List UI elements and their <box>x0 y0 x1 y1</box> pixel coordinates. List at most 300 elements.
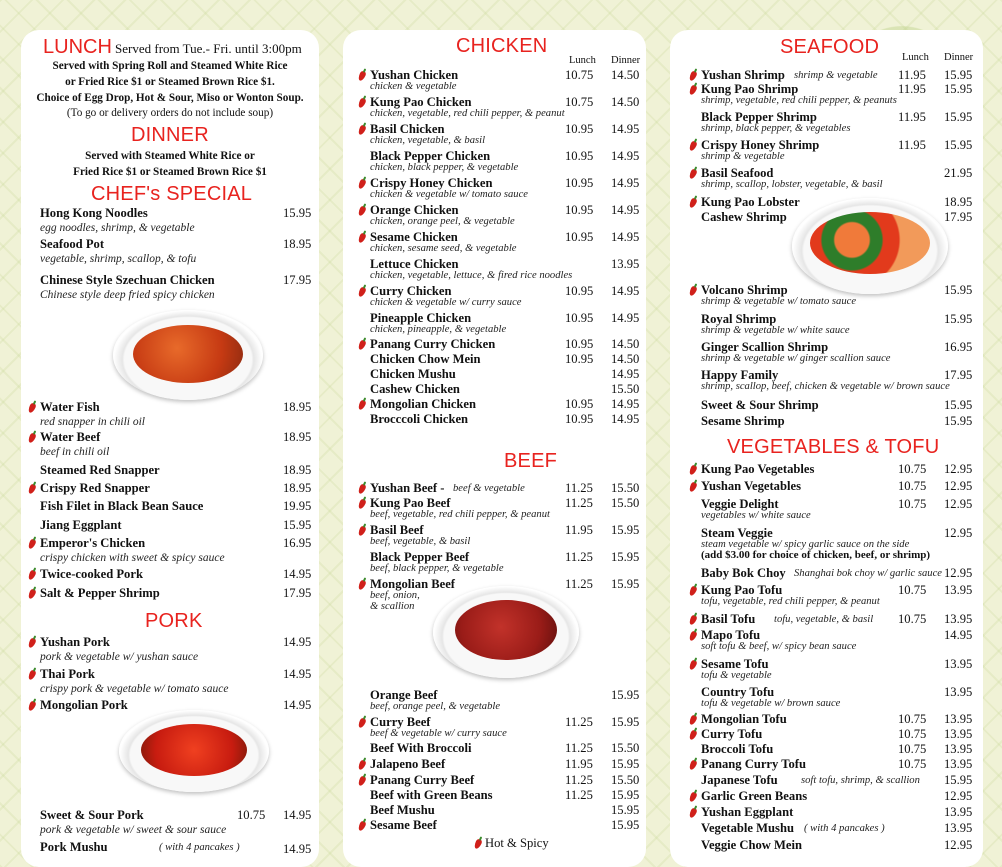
hot-spicy-icon <box>27 637 37 649</box>
dinner-price: 18.95 <box>944 195 973 209</box>
dinner-price: 12.95 <box>944 789 973 803</box>
menu-item-name: Pork Mushu <box>40 840 108 854</box>
menu-item-name: Kung Pao Chicken <box>370 95 472 109</box>
menu-item-name: Curry Tofu <box>701 727 763 741</box>
dinner-price: 14.50 <box>611 337 640 351</box>
menu-item-desc: & scallion <box>370 601 415 612</box>
menu-item-name: Kung Pao Lobster <box>701 195 800 209</box>
lunch-price: 11.25 <box>565 577 593 591</box>
menu-item-name: Crispy Honey Chicken <box>370 176 493 190</box>
dinner-price: 13.95 <box>944 685 973 699</box>
lunch-price: 10.75 <box>898 612 927 626</box>
dinner-price: 14.95 <box>283 567 312 581</box>
dinner-price: 14.95 <box>611 367 640 381</box>
menu-item-name: Water Beef <box>40 430 101 444</box>
menu-item-name: Yushan Pork <box>40 635 110 649</box>
hot-spicy-icon <box>357 124 367 136</box>
dinner-title: DINNER <box>131 124 209 146</box>
dinner-price: 14.95 <box>611 284 640 298</box>
dinner-price: 15.50 <box>611 741 640 755</box>
menu-item-name: Crispy Red Snapper <box>40 481 150 495</box>
beef-title: BEEF <box>504 450 558 472</box>
dinner-price: 14.95 <box>944 628 973 642</box>
lunch-price: 10.75 <box>898 462 927 476</box>
lunch-line: or Fried Rice $1 or Steamed Brown Rice $1. <box>65 76 275 88</box>
lunch-price: 11.95 <box>565 523 593 537</box>
lunch-price: 10.95 <box>565 230 594 244</box>
dinner-price: 14.95 <box>611 311 640 325</box>
dinner-price: 15.95 <box>944 283 973 297</box>
menu-item-desc: shrimp, scallop, beef, chicken & vegetable w/ brown sauce <box>701 381 950 392</box>
hot-spicy-icon <box>688 481 698 493</box>
menu-item-name: Kung Pao Shrimp <box>701 82 799 96</box>
dinner-price: 13.95 <box>944 612 973 626</box>
dinner-price: 14.95 <box>283 808 312 822</box>
dinner-price: 13.95 <box>611 257 640 271</box>
lunch-price: 10.95 <box>565 337 594 351</box>
dinner-price: 14.95 <box>611 176 640 190</box>
menu-item-name: Panang Curry Tofu <box>701 757 806 771</box>
lunch-heading <box>43 36 302 59</box>
lunch-price: 10.75 <box>898 757 927 771</box>
menu-item-desc: vegetables w/ white sauce <box>701 510 811 521</box>
hot-spicy-icon <box>688 285 698 297</box>
menu-item-desc: beef & vegetable w/ curry sauce <box>370 728 507 739</box>
dinner-price: 15.95 <box>611 550 640 564</box>
menu-item-name: Panang Curry Beef <box>370 773 475 787</box>
dinner-price: 15.95 <box>611 688 640 702</box>
menu-item-name: Kung Pao Beef <box>370 496 451 510</box>
menu-item-name: Thai Pork <box>40 667 95 681</box>
dinner-price: 14.95 <box>611 397 640 411</box>
menu-item-name: Cashew Chicken <box>370 382 460 396</box>
menu-item-desc: red snapper in chili oil <box>40 416 145 428</box>
dinner-price: 16.95 <box>944 340 973 354</box>
seafood-title: SEAFOOD <box>780 36 880 58</box>
chef-special-title: CHEF's SPECIAL <box>91 183 253 205</box>
lunch-price: 11.25 <box>565 715 593 729</box>
menu-item-name: Chicken Chow Mein <box>370 352 481 366</box>
menu-item-desc: chicken, black pepper, & vegetable <box>370 162 519 173</box>
menu-item-desc: shrimp & vegetable w/ white sauce <box>701 325 850 336</box>
lunch-price: 11.25 <box>565 550 593 564</box>
menu-item-name: Pineapple Chicken <box>370 311 472 325</box>
menu-item-desc: soft tofu & beef, w/ spicy bean sauce <box>701 641 857 652</box>
dinner-price: 14.95 <box>283 842 312 856</box>
dinner-price: 12.95 <box>944 479 973 493</box>
lunch-price: 11.25 <box>565 481 593 495</box>
dinner-price: 15.95 <box>611 757 640 771</box>
menu-item-desc: chicken, vegetable, red chili pepper, & peanut <box>370 108 565 119</box>
dinner-price: 14.95 <box>611 230 640 244</box>
menu-item-name: Broccoli Tofu <box>701 742 774 756</box>
dinner-price: 13.95 <box>944 805 973 819</box>
dinner-price: 15.95 <box>944 773 973 787</box>
menu-item-desc: beef in chili oil <box>40 446 110 458</box>
menu-item-desc: beef, orange peel, & vegetable <box>370 701 501 712</box>
dinner-price: 12.95 <box>944 566 973 580</box>
dinner-price: 12.95 <box>944 462 973 476</box>
dinner-price: 15.95 <box>944 414 973 428</box>
dinner-price: 14.95 <box>611 412 640 426</box>
menu-item-name: Emperor's Chicken <box>40 536 146 550</box>
menu-item-name: Mongolian Chicken <box>370 397 477 411</box>
hot-spicy-icon <box>357 205 367 217</box>
hot-spicy-icon <box>27 483 37 495</box>
dinner-price: 18.95 <box>283 237 312 251</box>
lunch-price: 10.75 <box>565 68 594 82</box>
dinner-line: Served with Steamed White Rice or <box>85 150 255 162</box>
dinner-price: 18.95 <box>283 400 312 414</box>
menu-item-desc: chicken, vegetable, & basil <box>370 135 486 146</box>
hot-spicy-icon <box>357 759 367 771</box>
lunch-price: 10.95 <box>565 284 594 298</box>
menu-item-desc: vegetable, shrimp, scallop, & tofu <box>40 253 197 265</box>
menu-item-name: Black Pepper Beef <box>370 550 470 564</box>
lunch-line: (To go or delivery orders do not include soup) <box>66 107 274 119</box>
menu-item-name: Black Pepper Chicken <box>370 149 491 163</box>
menu-item-name: Kung Pao Vegetables <box>701 462 815 476</box>
lunch-price: 11.25 <box>565 773 593 787</box>
menu-item-desc: crispy pork & vegetable w/ tomato sauce <box>40 683 229 695</box>
dinner-price: 13.95 <box>944 712 973 726</box>
menu-item-desc: Chinese style deep fried spicy chicken <box>40 289 215 301</box>
lunch-line: Choice of Egg Drop, Hot & Sour, Miso or Wonton Soup. <box>36 92 304 104</box>
menu-item-name: Volcano Shrimp <box>701 283 788 297</box>
dish-photo <box>113 310 263 400</box>
menu-item-name: Chinese Style Szechuan Chicken <box>40 273 215 287</box>
menu-item-desc: chicken & vegetable w/ curry sauce <box>370 297 522 308</box>
dinner-line: Fried Rice $1 or Steamed Brown Rice $1 <box>73 166 267 178</box>
menu-item-desc: pork & vegetable w/ yushan sauce <box>40 651 199 663</box>
menu-item-name: Sesame Shrimp <box>701 414 785 428</box>
menu-item-desc: shrimp & vegetable <box>701 151 785 162</box>
hot-spicy-icon <box>688 807 698 819</box>
lunch-price: 11.95 <box>565 757 593 771</box>
lunch-price: 10.95 <box>565 311 594 325</box>
menu-item-desc: soft tofu, shrimp, & scallion <box>801 775 920 786</box>
menu-item-name: Ginger Scallion Shrimp <box>701 340 829 354</box>
menu-item-name: Yushan Vegetables <box>701 479 801 493</box>
dinner-price: 14.95 <box>283 635 312 649</box>
menu-item-name: Seafood Pot <box>40 237 105 251</box>
menu-item-name: Brocccoli Chicken <box>370 412 469 426</box>
menu-item-name: Sesame Beef <box>370 818 437 832</box>
dish-photo <box>119 710 269 792</box>
panel-middle <box>343 30 646 867</box>
menu-item-desc: pork & vegetable w/ sweet & sour sauce <box>40 824 227 836</box>
menu-item-desc: shrimp, vegetable, red chili pepper, & peanuts <box>701 95 897 106</box>
lunch-price: 11.25 <box>565 741 593 755</box>
menu-item-name: Jiang Eggplant <box>40 518 122 532</box>
menu-item-desc: chicken, vegetable, lettuce, & fired rice noodles <box>370 270 573 281</box>
dinner-price: 15.95 <box>283 206 312 220</box>
dinner-price: 19.95 <box>283 499 312 513</box>
hot-spicy-icon <box>27 669 37 681</box>
hot-spicy-icon <box>357 399 367 411</box>
menu-item-name: Sweet & Sour Shrimp <box>701 398 819 412</box>
menu-item-name: Basil Tofu <box>701 612 756 626</box>
dinner-price: 18.95 <box>283 463 312 477</box>
menu-item-name: Steamed Red Snapper <box>40 463 160 477</box>
hot-spicy-icon <box>473 838 483 850</box>
lunch-price: 10.75 <box>898 583 927 597</box>
menu-item-name: Orange Beef <box>370 688 438 702</box>
hot-spicy-icon <box>357 717 367 729</box>
hot-spicy-icon <box>357 525 367 537</box>
dinner-price: 15.50 <box>611 496 640 510</box>
lunch-price: 11.95 <box>898 68 926 82</box>
lunch-price: 10.75 <box>565 95 594 109</box>
menu-item-desc: tofu, vegetable, red chili pepper, & peanut <box>701 596 880 607</box>
hot-spicy-icon <box>357 339 367 351</box>
dinner-price: 15.95 <box>944 68 973 82</box>
col-dinner: Dinner <box>944 52 974 63</box>
menu-item-name: Mongolian Pork <box>40 698 128 712</box>
hot-spicy-icon <box>688 759 698 771</box>
hot-spicy-icon <box>27 538 37 550</box>
lunch-price: 10.95 <box>565 176 594 190</box>
dinner-price: 16.95 <box>283 536 312 550</box>
menu-item-name: Kung Pao Tofu <box>701 583 783 597</box>
menu-item-name: Baby Bok Choy <box>701 566 786 580</box>
menu-item-name: Curry Chicken <box>370 284 452 298</box>
dinner-price: 14.95 <box>283 667 312 681</box>
menu-item-name: Yushan Shrimp <box>701 68 785 82</box>
hot-spicy-icon <box>688 84 698 96</box>
menu-item-name: Salt & Pepper Shrimp <box>40 586 160 600</box>
lunch-price: 10.75 <box>898 712 927 726</box>
menu-item-desc: beef, onion, <box>370 590 420 601</box>
menu-item-name: Beef with Green Beans <box>370 788 493 802</box>
menu-item-name: Fish Filet in Black Bean Sauce <box>40 499 204 513</box>
dinner-price: 15.95 <box>283 518 312 532</box>
chicken-title: CHICKEN <box>456 35 548 57</box>
dinner-price: 17.95 <box>944 368 973 382</box>
menu-item-name: Garlic Green Beans <box>701 789 808 803</box>
dinner-price: 13.95 <box>944 757 973 771</box>
menu-item-desc: chicken & vegetable <box>370 81 457 92</box>
dinner-price: 15.50 <box>611 481 640 495</box>
menu-item-desc: beef, vegetable, red chili pepper, & peanut <box>370 509 550 520</box>
hot-spicy-icon <box>688 168 698 180</box>
lunch-price: 10.75 <box>898 479 927 493</box>
hot-spicy-icon <box>688 729 698 741</box>
lunch-price: 10.75 <box>898 727 927 741</box>
menu-item-name: Jalapeno Beef <box>370 757 446 771</box>
dinner-price: 15.95 <box>944 398 973 412</box>
menu-item-name: Hong Kong Noodles <box>40 206 148 220</box>
dinner-price: 13.95 <box>944 727 973 741</box>
dinner-price: 15.50 <box>611 382 640 396</box>
lunch-price: 10.75 <box>898 497 927 511</box>
lunch-subtitle: Served from Tue.- Fri. until 3:00pm <box>115 41 302 56</box>
lunch-price: 11.95 <box>898 82 926 96</box>
lunch-price: 10.95 <box>565 149 594 163</box>
menu-item-desc: chicken, pineapple, & vegetable <box>370 324 507 335</box>
menu-item-name: Orange Chicken <box>370 203 459 217</box>
menu-item-name: Sweet & Sour Pork <box>40 808 144 822</box>
lunch-price: 10.95 <box>565 352 594 366</box>
hot-spicy-icon <box>357 70 367 82</box>
dinner-price: 15.50 <box>611 773 640 787</box>
hot-spicy-icon <box>27 402 37 414</box>
lunch-line: Served with Spring Roll and Steamed White Rice <box>52 60 288 72</box>
hot-spicy-icon <box>688 197 698 209</box>
hot-spicy-icon <box>688 630 698 642</box>
dinner-price: 18.95 <box>283 430 312 444</box>
menu-item-desc: beef & vegetable <box>453 483 525 494</box>
hot-spicy-icon <box>357 97 367 109</box>
menu-item-name: Chicken Mushu <box>370 367 456 381</box>
menu-item-name: Beef With Broccoli <box>370 741 472 755</box>
dinner-price: 15.95 <box>944 110 973 124</box>
col-lunch: Lunch <box>902 52 929 63</box>
menu-item-name: Crispy Honey Shrimp <box>701 138 820 152</box>
dinner-price: 18.95 <box>283 481 312 495</box>
hot-spicy-icon <box>357 775 367 787</box>
hot-spicy-icon <box>688 464 698 476</box>
lunch-price: 11.95 <box>898 138 926 152</box>
dinner-price: 14.95 <box>611 203 640 217</box>
menu-item-name: Sesame Tofu <box>701 657 769 671</box>
menu-item-name: Lettuce Chicken <box>370 257 459 271</box>
lunch-price: 11.95 <box>898 110 926 124</box>
hot-spicy-icon <box>688 659 698 671</box>
menu-item-desc: Shanghai bok choy w/ garlic sauce <box>794 568 942 579</box>
dinner-price: 15.95 <box>611 523 640 537</box>
dinner-price: 17.95 <box>283 273 312 287</box>
menu-item-desc: chicken, sesame seed, & vegetable <box>370 243 517 254</box>
menu-item-desc: ( with 4 pancakes ) <box>804 823 885 834</box>
col-lunch: Lunch <box>569 55 596 66</box>
dinner-price: 14.50 <box>611 352 640 366</box>
hot-spicy-icon <box>357 498 367 510</box>
lunch-price: 10.95 <box>565 122 594 136</box>
lunch-title: LUNCH <box>43 36 112 58</box>
dinner-price: 15.95 <box>944 82 973 96</box>
menu-item-desc: tofu & vegetable <box>701 670 772 681</box>
menu-item-name: Veggie Delight <box>701 497 779 511</box>
menu-item-name: Japanese Tofu <box>701 773 778 787</box>
panel-left <box>21 30 319 867</box>
menu-item-desc: crispy chicken with sweet & spicy sauce <box>40 552 225 564</box>
dinner-price: 15.95 <box>611 788 640 802</box>
hot-spicy-icon <box>688 140 698 152</box>
vegetables-tofu-title: VEGETABLES & TOFU <box>727 436 940 458</box>
legend-hot-spicy: Hot & Spicy <box>485 836 549 850</box>
dinner-price: 14.95 <box>283 698 312 712</box>
menu-item-name: Water Fish <box>40 400 100 414</box>
hot-spicy-icon <box>688 791 698 803</box>
dinner-price: 15.95 <box>611 818 640 832</box>
menu-item-name: Sesame Chicken <box>370 230 458 244</box>
menu-item-desc: shrimp & vegetable w/ ginger scallion sauce <box>701 353 891 364</box>
hot-spicy-icon <box>357 820 367 832</box>
menu-item-name: Royal Shrimp <box>701 312 777 326</box>
menu-item-name: Basil Beef <box>370 523 424 537</box>
dinner-price: 12.95 <box>944 526 973 540</box>
dinner-price: 15.95 <box>944 138 973 152</box>
menu-item-name: Black Pepper Shrimp <box>701 110 817 124</box>
lunch-price: 10.95 <box>565 412 594 426</box>
menu-item-desc: chicken & vegetable w/ tomato sauce <box>370 189 528 200</box>
col-dinner: Dinner <box>611 55 641 66</box>
menu-item-desc: tofu, vegetable, & basil <box>774 614 874 625</box>
dinner-price: 13.95 <box>944 657 973 671</box>
hot-spicy-icon <box>357 483 367 495</box>
menu-item-desc: beef, black pepper, & vegetable <box>370 563 504 574</box>
dinner-price: 17.95 <box>283 586 312 600</box>
hot-spicy-icon <box>27 700 37 712</box>
dinner-price: 14.95 <box>611 122 640 136</box>
hot-spicy-icon <box>357 286 367 298</box>
panel-right <box>670 30 983 867</box>
hot-spicy-icon <box>357 232 367 244</box>
dish-photo <box>433 586 579 678</box>
menu-item-note: (add $3.00 for choice of chicken, beef, or shrimp) <box>701 549 931 561</box>
dinner-price: 15.95 <box>944 312 973 326</box>
menu-item-name: Basil Seafood <box>701 166 774 180</box>
dinner-price: 17.95 <box>944 210 973 224</box>
lunch-price: 10.95 <box>565 203 594 217</box>
menu-item-name: Country Tofu <box>701 685 775 699</box>
hot-spicy-icon <box>688 614 698 626</box>
menu-item-name: Panang Curry Chicken <box>370 337 496 351</box>
dinner-price: 14.50 <box>611 68 640 82</box>
menu-item-name: Twice-cooked Pork <box>40 567 143 581</box>
menu-item-desc: egg noodles, shrimp, & vegetable <box>40 222 195 234</box>
dinner-price: 14.95 <box>611 149 640 163</box>
hot-spicy-icon <box>357 579 367 591</box>
menu-item-name: Beef Mushu <box>370 803 435 817</box>
menu-item-name: Vegetable Mushu <box>701 821 794 835</box>
lunch-price: 10.75 <box>237 808 266 822</box>
menu-item-name: Yushan Chicken <box>370 68 459 82</box>
menu-item-name: Basil Chicken <box>370 122 445 136</box>
dinner-price: 21.95 <box>944 166 973 180</box>
menu-item-desc: steam vegetable w/ spicy garlic sauce on the side <box>701 539 910 550</box>
menu-item-desc: beef, vegetable, & basil <box>370 536 471 547</box>
dinner-price: 13.95 <box>944 583 973 597</box>
lunch-price: 11.25 <box>565 496 593 510</box>
dinner-price: 13.95 <box>944 742 973 756</box>
hot-spicy-icon <box>357 178 367 190</box>
menu-item-name: Mapo Tofu <box>701 628 761 642</box>
menu-item-name: Happy Family <box>701 368 779 382</box>
dinner-price: 13.95 <box>944 821 973 835</box>
menu-item-desc: tofu & vegetable w/ brown sauce <box>701 698 841 709</box>
dinner-price: 15.95 <box>611 715 640 729</box>
pork-title: PORK <box>145 610 203 632</box>
hot-spicy-icon <box>688 714 698 726</box>
lunch-price: 11.25 <box>565 788 593 802</box>
menu-item-name: Cashew Shrimp <box>701 210 787 224</box>
menu-item-desc: ( with 4 pancakes ) <box>159 842 240 853</box>
menu-item-name: Steam Veggie <box>701 526 773 540</box>
dinner-price: 15.95 <box>611 803 640 817</box>
dish-photo <box>792 198 948 294</box>
menu-item-desc: shrimp, black pepper, & vegetables <box>701 123 851 134</box>
lunch-price: 10.75 <box>898 742 927 756</box>
menu-item-name: Yushan Beef - <box>370 481 445 495</box>
menu-item-name: Mongolian Beef <box>370 577 456 591</box>
menu-item-desc: shrimp & vegetable w/ tomato sauce <box>701 296 857 307</box>
dinner-price: 14.50 <box>611 95 640 109</box>
hot-spicy-icon <box>688 70 698 82</box>
dinner-price: 12.95 <box>944 838 973 852</box>
menu-item-name: Curry Beef <box>370 715 431 729</box>
